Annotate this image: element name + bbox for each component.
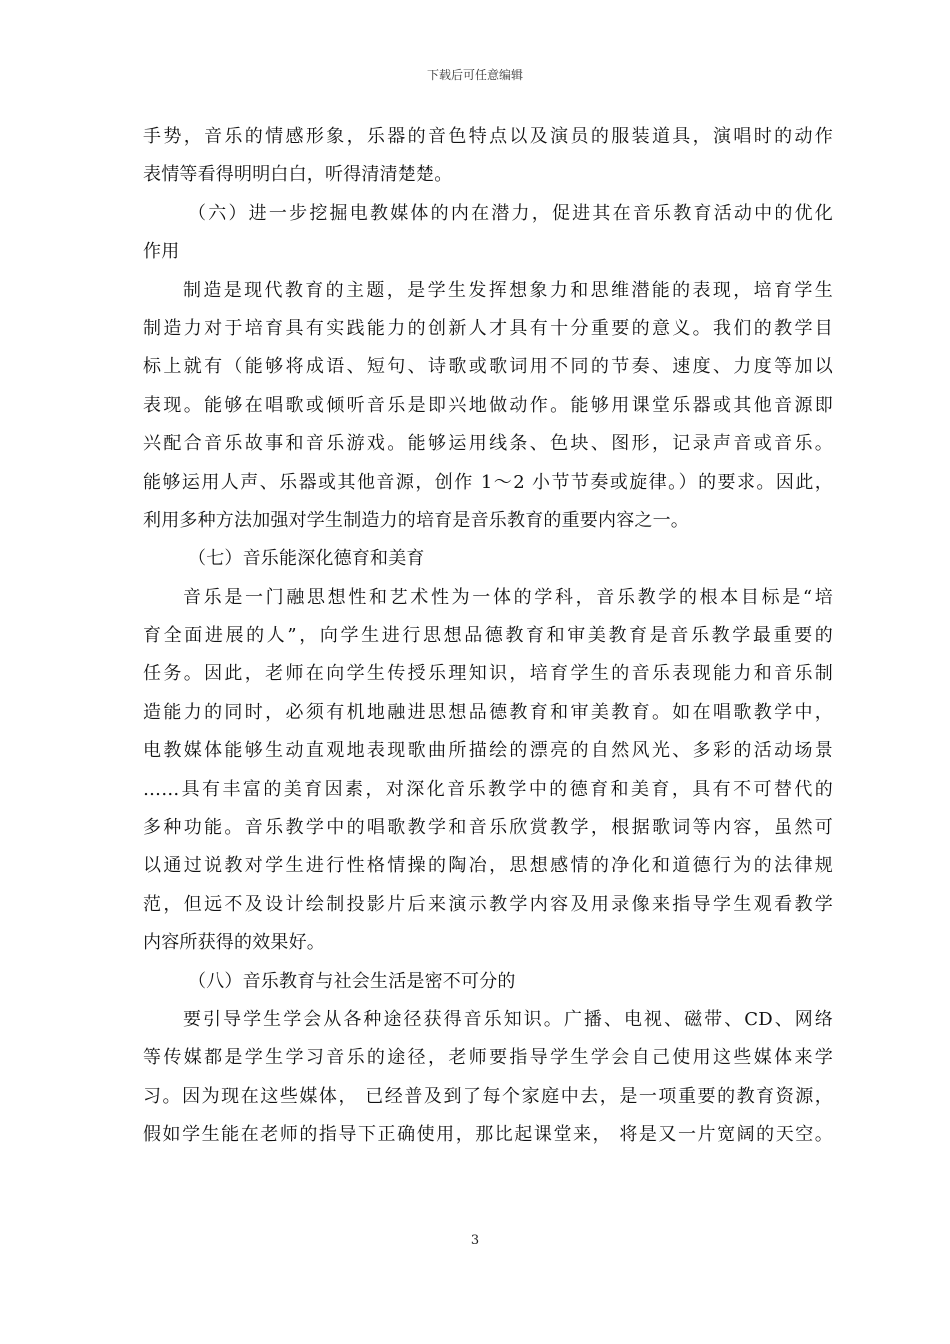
- text-line: 育全面进展的人”，向学生进行思想品德教育和审美教育是音乐教学最重要的: [143, 625, 833, 647]
- text-line: 等传媒都是学生学习音乐的途径，老师要指导学生学会自己使用这些媒体来学: [143, 1047, 833, 1069]
- text-line: 内容所获得的效果好。: [143, 932, 325, 954]
- text-line: 音乐是一门融思想性和艺术性为一体的学科，音乐教学的根本目标是“培: [183, 586, 833, 608]
- text-line: 制造是现代教育的主题，是学生发挥想象力和思维潜能的表现，培育学生: [183, 279, 833, 301]
- text-line: 制造力对于培育具有实践能力的创新人才具有十分重要的意义。我们的教学目: [143, 317, 833, 339]
- page-header: 下载后可任意编辑: [426, 68, 523, 82]
- text-line: 范，但远不及设计绘制投影片后来演示教学内容及用录像来指导学生观看教学: [143, 893, 833, 915]
- text-line: 电教媒体能够生动直观地表现歌曲所描绘的漂亮的自然风光、多彩的活动场景: [143, 740, 833, 762]
- text-line: 利用多种方法加强对学生制造力的培育是音乐教育的重要内容之一。: [143, 509, 689, 531]
- text-line: 任务。因此，老师在向学生传授乐理知识，培育学生的音乐表现能力和音乐制: [143, 663, 833, 685]
- section-heading: （六）进一步挖掘电教媒体的内在潜力，促进其在音乐教育活动中的优化: [188, 202, 833, 224]
- section-heading-cont: 作用: [143, 241, 180, 263]
- section-heading: （八）音乐教育与社会生活是密不可分的: [188, 970, 516, 992]
- text-line: 要引导学生学会从各种途径获得音乐知识。广播、电视、磁带、CD、网络: [183, 1008, 833, 1030]
- text-line: 以通过说教对学生进行性格情操的陶冶，思想感情的净化和道德行为的法律规: [143, 855, 833, 877]
- text-line: 标上就有（能够将成语、短句、诗歌或歌词用不同的节奏、速度、力度等加以: [143, 356, 833, 378]
- text-line: 多种功能。音乐教学中的唱歌教学和音乐欣赏教学，根据歌词等内容，虽然可: [143, 817, 833, 839]
- text-line: 手势，音乐的情感形象，乐器的音色特点以及演员的服装道具，演唱时的动作: [143, 126, 833, 147]
- section-heading: （七）音乐能深化德育和美育: [188, 548, 425, 570]
- page-number: 3: [470, 1233, 480, 1248]
- document-body: [143, 118, 833, 1155]
- text-line: ……具有丰富的美育因素，对深化音乐教学中的德育和美育，具有不可替代的: [143, 778, 833, 800]
- text-line: 表现。能够在唱歌或倾听音乐是即兴地做动作。能够用课堂乐器或其他音源即: [143, 394, 833, 416]
- text-line: 表情等看得明明白白，听得清清楚楚。: [143, 164, 453, 186]
- text-line: 兴配合音乐故事和音乐游戏。能够运用线条、色块、图形，记录声音或音乐。: [143, 433, 833, 455]
- text-line: 造能力的同时，必须有机地融进思想品德教育和审美教育。如在唱歌教学中，: [143, 701, 833, 723]
- text-line: 假如学生能在老师的指导下正确使用，那比起课堂来， 将是又一片宽阔的天空。: [143, 1124, 833, 1146]
- text-line: 习。因为现在这些媒体， 已经普及到了每个家庭中去，是一项重要的教育资源，: [143, 1085, 833, 1107]
- text-line: 能够运用人声、乐器或其他音源，创作 1～2 小节节奏或旋律。）的要求。因此，: [143, 471, 833, 493]
